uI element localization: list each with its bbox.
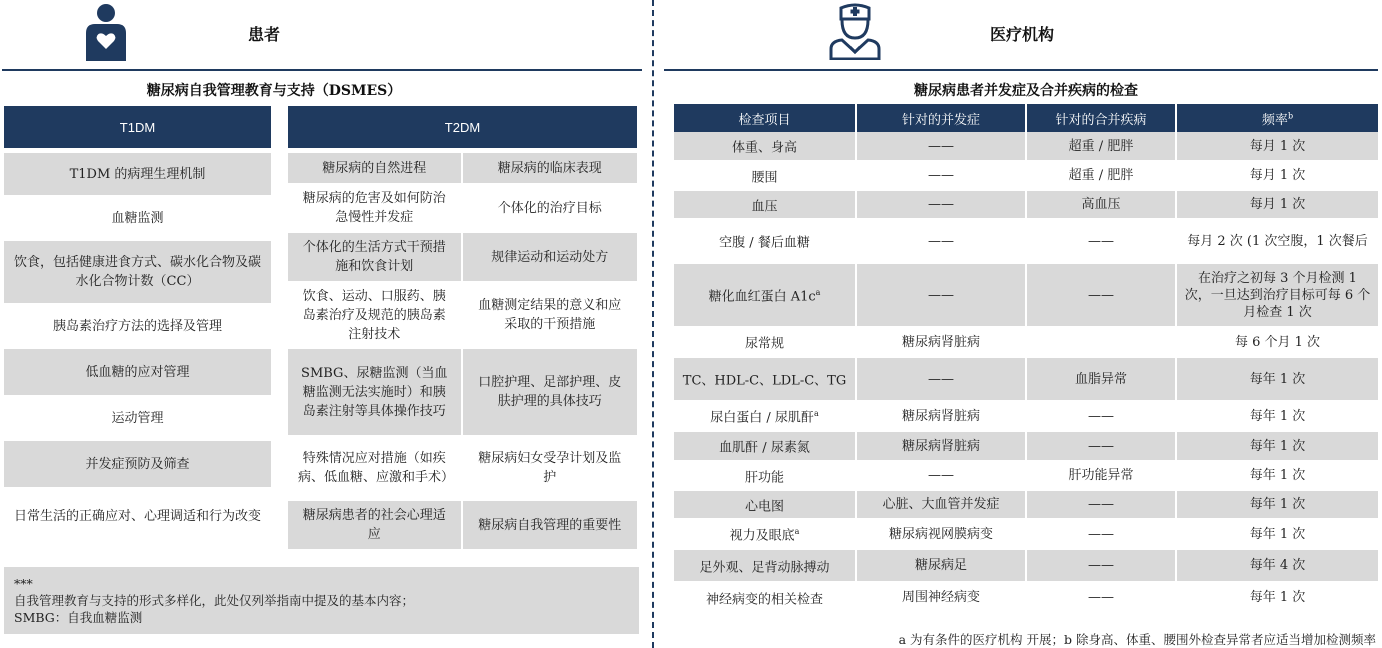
t2dm-row <box>288 233 637 281</box>
exam-comorbidity <box>1026 327 1176 357</box>
exam-item: 体重、身高 <box>674 132 856 161</box>
exam-complication: —— <box>856 263 1026 327</box>
t1dm-item: 运动管理 <box>4 395 271 441</box>
exam-complication: —— <box>856 461 1026 490</box>
exam-comorbidity: 超重 / 肥胖 <box>1026 132 1176 161</box>
exam-comorbidity: —— <box>1026 219 1176 263</box>
t2dm-row <box>288 153 637 183</box>
exam-comorbidity: 高血压 <box>1026 190 1176 219</box>
exam-section-title: 糖尿病患者并发症及合并疾病的检查 <box>914 83 1138 99</box>
t2dm-cell: 糖尿病的危害及如何防治急慢性并发症 <box>288 183 463 233</box>
center-divider <box>652 0 654 648</box>
footnote: a 为有条件的医疗机构 开展；b 除身高、体重、腰围外检查异常者应适当增加检测频率 <box>898 632 1376 647</box>
t2dm-cell: 特殊情况应对措施（如疾病、低血糖、应激和手术） <box>288 435 463 501</box>
t2dm-cell: 糖尿病的临床表现 <box>463 153 638 183</box>
exam-item: 心电图 <box>674 490 856 519</box>
exam-frequency: 每月 1 次 <box>1176 132 1378 161</box>
t2dm-cell: 个体化的治疗目标 <box>463 183 638 233</box>
t1dm-item: 日常生活的正确应对、心理调适和行为改变 <box>4 487 271 545</box>
exam-row <box>674 549 1378 582</box>
t1dm-column <box>4 106 271 545</box>
t1dm-item: T1DM 的病理生理机制 <box>4 153 271 195</box>
exam-item: 尿白蛋白 / 尿肌酐$^a$ <box>674 401 856 431</box>
t2dm-cell: 口腔护理、足部护理、皮肤护理的具体技巧 <box>463 349 638 435</box>
exam-complication: —— <box>856 132 1026 161</box>
exam-frequency: 每年 1 次 <box>1176 401 1378 431</box>
t2dm-heading: T2DM <box>288 106 637 148</box>
exam-table-header <box>674 104 1378 132</box>
exam-row <box>674 582 1378 613</box>
exam-complication: 周围神经病变 <box>856 582 1026 613</box>
exam-comorbidity: —— <box>1026 519 1176 549</box>
t2dm-cell: 血糖测定结果的意义和应采取的干预措施 <box>463 281 638 349</box>
exam-item: 尿常规 <box>674 327 856 357</box>
exam-row <box>674 263 1378 327</box>
exam-item: 血压 <box>674 190 856 219</box>
note-box <box>4 567 639 634</box>
exam-complication: —— <box>856 161 1026 190</box>
exam-row <box>674 219 1378 263</box>
t2dm-cell: 糖尿病的自然进程 <box>288 153 463 183</box>
exam-item: 肝功能 <box>674 461 856 490</box>
t1dm-item: 胰岛素治疗方法的选择及管理 <box>4 303 271 349</box>
exam-row <box>674 519 1378 549</box>
t2dm-row <box>288 281 637 349</box>
t2dm-row <box>288 349 637 435</box>
exam-complication: —— <box>856 190 1026 219</box>
exam-frequency: 每年 1 次 <box>1176 519 1378 549</box>
exam-item: 足外观、足背动脉搏动 <box>674 549 856 582</box>
exam-complication: 糖尿病足 <box>856 549 1026 582</box>
t2dm-cell: 糖尿病患者的社会心理适应 <box>288 501 463 549</box>
exam-frequency: 每 6 个月 1 次 <box>1176 327 1378 357</box>
exam-complication: 糖尿病肾脏病 <box>856 327 1026 357</box>
exam-frequency: 每年 1 次 <box>1176 431 1378 461</box>
exam-comorbidity: 肝功能异常 <box>1026 461 1176 490</box>
t1dm-item: 血糖监测 <box>4 195 271 241</box>
t2dm-cell: 饮食、运动、口服药、胰岛素治疗及规范的胰岛素注射技术 <box>288 281 463 349</box>
exam-complication: —— <box>856 357 1026 401</box>
note-marker: *** <box>14 576 33 591</box>
exam-item: 腰围 <box>674 161 856 190</box>
exam-item: 血肌酐 / 尿素氮 <box>674 431 856 461</box>
exam-row <box>674 132 1378 161</box>
exam-complication: 心脏、大血管并发症 <box>856 490 1026 519</box>
exam-frequency: 每年 1 次 <box>1176 490 1378 519</box>
patient-heart-icon <box>84 3 128 61</box>
institution-title: 医疗机构 <box>990 25 1055 44</box>
exam-row <box>674 490 1378 519</box>
exam-complication: —— <box>856 219 1026 263</box>
exam-frequency: 每年 1 次 <box>1176 582 1378 613</box>
t2dm-row <box>288 435 637 501</box>
header-comorbidity: 针对的合并疾病 <box>1026 104 1176 132</box>
exam-complication: 糖尿病视网膜病变 <box>856 519 1026 549</box>
exam-item: 糖化血红蛋白 $A1c^a$ <box>674 263 856 327</box>
exam-frequency: 每年 1 次 <box>1176 357 1378 401</box>
exam-comorbidity: —— <box>1026 401 1176 431</box>
t2dm-cell: 个体化的生活方式干预措施和饮食计划 <box>288 233 463 281</box>
exam-complication: 糖尿病肾脏病 <box>856 431 1026 461</box>
t2dm-column <box>288 106 637 549</box>
exam-table <box>674 104 1378 614</box>
t1dm-item: 低血糖的应对管理 <box>4 349 271 395</box>
exam-frequency: 在治疗之初每 3 个月检测 1 次，一旦达到治疗目标可每 6 个月检查 1 次 <box>1176 263 1378 327</box>
doctor-nurse-icon <box>828 2 882 60</box>
exam-item: 空腹 / 餐后血糖 <box>674 219 856 263</box>
t2dm-row <box>288 183 637 233</box>
exam-comorbidity: —— <box>1026 582 1176 613</box>
header-complication: 针对的并发症 <box>856 104 1026 132</box>
header-rule-right <box>664 69 1378 71</box>
header-rule-left <box>2 69 642 71</box>
t1dm-item: 饮食，包括健康进食方式、碳水化合物及碳水化合物计数（CC） <box>4 241 271 303</box>
exam-comorbidity: 血脂异常 <box>1026 357 1176 401</box>
exam-frequency: 每年 4 次 <box>1176 549 1378 582</box>
exam-frequency: 每月 2 次 (1 次空腹，1 次餐后 <box>1176 219 1378 263</box>
exam-comorbidity: —— <box>1026 431 1176 461</box>
exam-row <box>674 357 1378 401</box>
exam-item: TC、HDL-C、LDL-C、TG <box>674 357 856 401</box>
t2dm-cell: 规律运动和运动处方 <box>463 233 638 281</box>
exam-complication: 糖尿病肾脏病 <box>856 401 1026 431</box>
note-abbr: SMBG：自我血糖监测 <box>14 610 143 625</box>
exam-comorbidity: —— <box>1026 263 1176 327</box>
header-frequency: 频率$^b$ <box>1176 104 1378 132</box>
t2dm-row <box>288 501 637 549</box>
exam-comorbidity: —— <box>1026 490 1176 519</box>
t1dm-heading: T1DM <box>4 106 271 148</box>
exam-row <box>674 401 1378 431</box>
header-item: 检查项目 <box>674 104 856 132</box>
t2dm-cell: 糖尿病自我管理的重要性 <box>463 501 638 549</box>
exam-row <box>674 431 1378 461</box>
patient-title: 患者 <box>248 25 281 44</box>
note-text: 自我管理教育与支持的形式多样化，此处仅列举指南中提及的基本内容； <box>14 593 415 608</box>
exam-row <box>674 190 1378 219</box>
exam-row <box>674 161 1378 190</box>
t1dm-item: 并发症预防及筛查 <box>4 441 271 487</box>
t2dm-cell: 糖尿病妇女受孕计划及监护 <box>463 435 638 501</box>
exam-frequency: 每年 1 次 <box>1176 461 1378 490</box>
exam-row <box>674 327 1378 357</box>
exam-frequency: 每月 1 次 <box>1176 190 1378 219</box>
t2dm-cell: SMBG、尿糖监测（当血糖监测无法实施时）和胰岛素注射等具体操作技巧 <box>288 349 463 435</box>
exam-comorbidity: 超重 / 肥胖 <box>1026 161 1176 190</box>
exam-frequency: 每月 1 次 <box>1176 161 1378 190</box>
exam-row <box>674 461 1378 490</box>
exam-comorbidity: —— <box>1026 549 1176 582</box>
exam-item: 视力及眼底$^a$ <box>674 519 856 549</box>
exam-item: 神经病变的相关检查 <box>674 582 856 613</box>
dsmes-section-title: 糖尿病自我管理教育与支持（DSMES） <box>146 83 402 99</box>
